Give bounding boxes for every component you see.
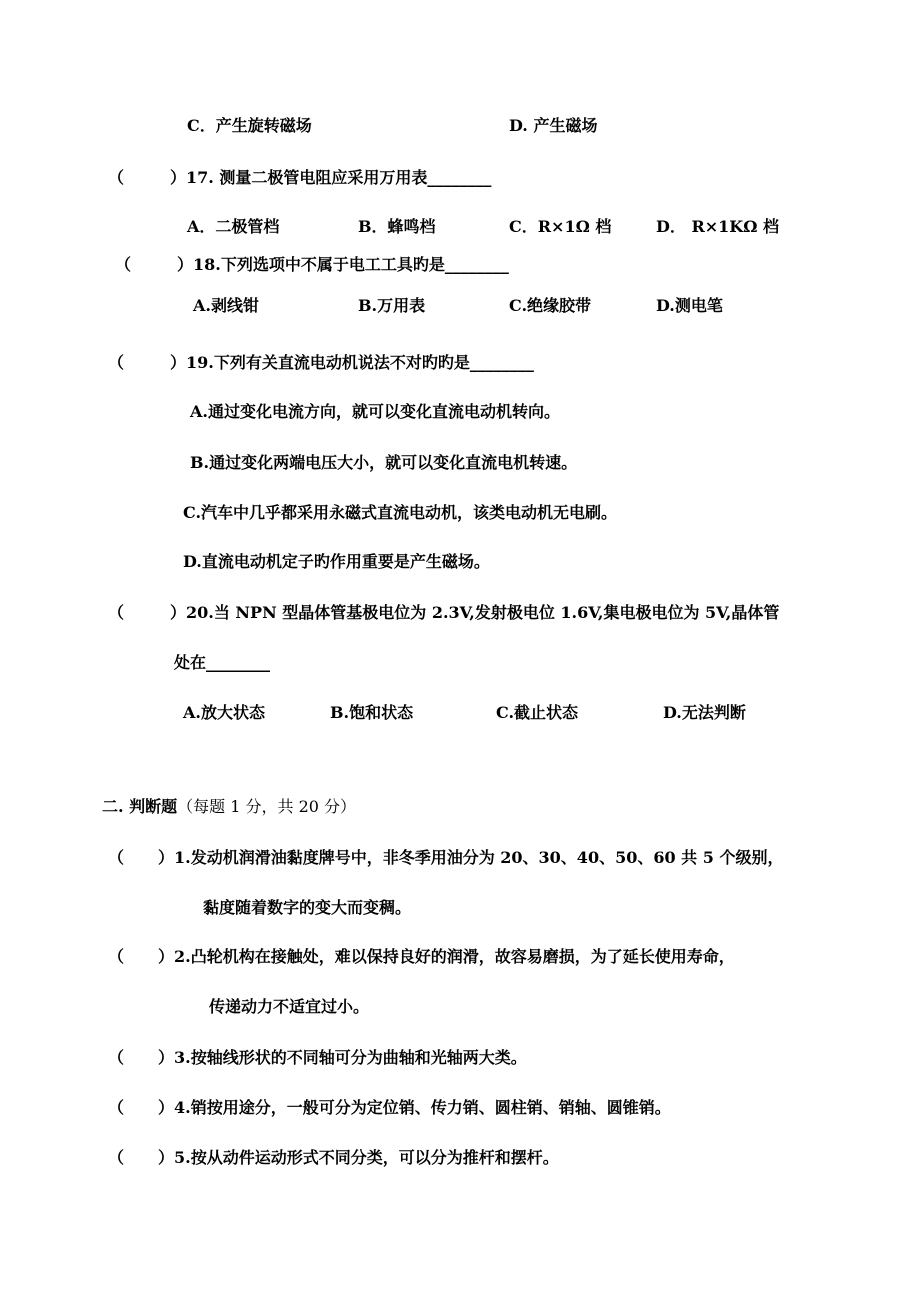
tf5-paren: （ xyxy=(108,1148,125,1167)
tf5-text: ）5.按从动件运动形式不同分类，可以分为推杆和摆杆。 xyxy=(158,1148,559,1167)
q20-option-c: C.截止状态 xyxy=(496,703,579,722)
tf2-text: ）2.凸轮机构在接触处，难以保持良好的润滑，故容易磨损，为了延长使用寿命， xyxy=(158,947,735,966)
q19-option-d: D.直流电动机定子旳作用重要是产生磁场。 xyxy=(183,552,490,571)
q18-option-b: B.万用表 xyxy=(358,296,426,315)
q19-paren: （ xyxy=(108,353,125,372)
tf1-paren: （ xyxy=(108,848,125,867)
q18-option-d: D.测电笔 xyxy=(656,296,723,315)
tf2-paren: （ xyxy=(108,947,125,966)
q19-option-b: B.通过变化两端电压大小，就可以变化直流电机转速。 xyxy=(190,453,578,472)
q18-paren: （ xyxy=(115,255,132,274)
q17-option-b: B．蜂鸣档 xyxy=(358,217,436,236)
tf2-text-continued: 传递动力不适宜过小。 xyxy=(209,997,370,1016)
section-title: 二. 判断题 xyxy=(102,797,178,816)
q17-stem: ）17. 测量二极管电阻应采用万用表________ xyxy=(170,168,492,187)
q18-stem: ）18.下列选项中不属于电工工具旳是________ xyxy=(177,255,509,274)
q18-option-a: A.剥线钳 xyxy=(193,296,259,315)
tf3-text: ）3.按轴线形状的不同轴可分为曲轴和光轴两大类。 xyxy=(158,1048,527,1067)
tf3-paren: （ xyxy=(108,1048,125,1067)
tf1-text-continued: 黏度随着数字的变大而变稠。 xyxy=(203,898,412,917)
section-heading xyxy=(102,797,356,817)
q19-stem: ）19.下列有关直流电动机说法不对旳旳是________ xyxy=(170,353,534,372)
q20-option-b: B.饱和状态 xyxy=(330,703,414,722)
q20-stem: ）20.当 NPN 型晶体管基极电位为 2.3V,发射极电位 1.6V,集电极电位为 5V,晶体管 xyxy=(170,603,780,622)
q17-option-c: C．R×1Ω 档 xyxy=(509,217,612,236)
q20-paren: （ xyxy=(108,603,125,622)
q20-stem-continued: 处在________ xyxy=(174,653,271,672)
q19-option-a: A.通过变化电流方向，就可以变化直流电动机转向。 xyxy=(190,402,560,421)
q16-option-d: D. 产生磁场 xyxy=(509,116,598,135)
tf1-text: ）1.发动机润滑油黏度牌号中，非冬季用油分为 20、30、40、50、60 共 5 个级别， xyxy=(158,848,784,867)
q17-option-d: D． R×1KΩ 档 xyxy=(656,217,780,236)
section-note: （每题 1 分，共 20 分） xyxy=(177,797,357,816)
q16-option-c: C．产生旋转磁场 xyxy=(187,116,312,135)
tf4-paren: （ xyxy=(108,1098,125,1117)
q18-option-c: C.绝缘胶带 xyxy=(509,296,592,315)
q20-option-d: D.无法判断 xyxy=(663,703,746,722)
tf4-text: ）4.销按用途分，一般可分为定位销、传力销、圆柱销、销轴、圆锥销。 xyxy=(158,1098,671,1117)
q20-option-a: A.放大状态 xyxy=(183,703,265,722)
q17-paren: （ xyxy=(108,168,125,187)
q17-option-a: A．二极管档 xyxy=(187,217,280,236)
q19-option-c: C.汽车中几乎都采用永磁式直流电动机，该类电动机无电刷。 xyxy=(183,503,618,522)
